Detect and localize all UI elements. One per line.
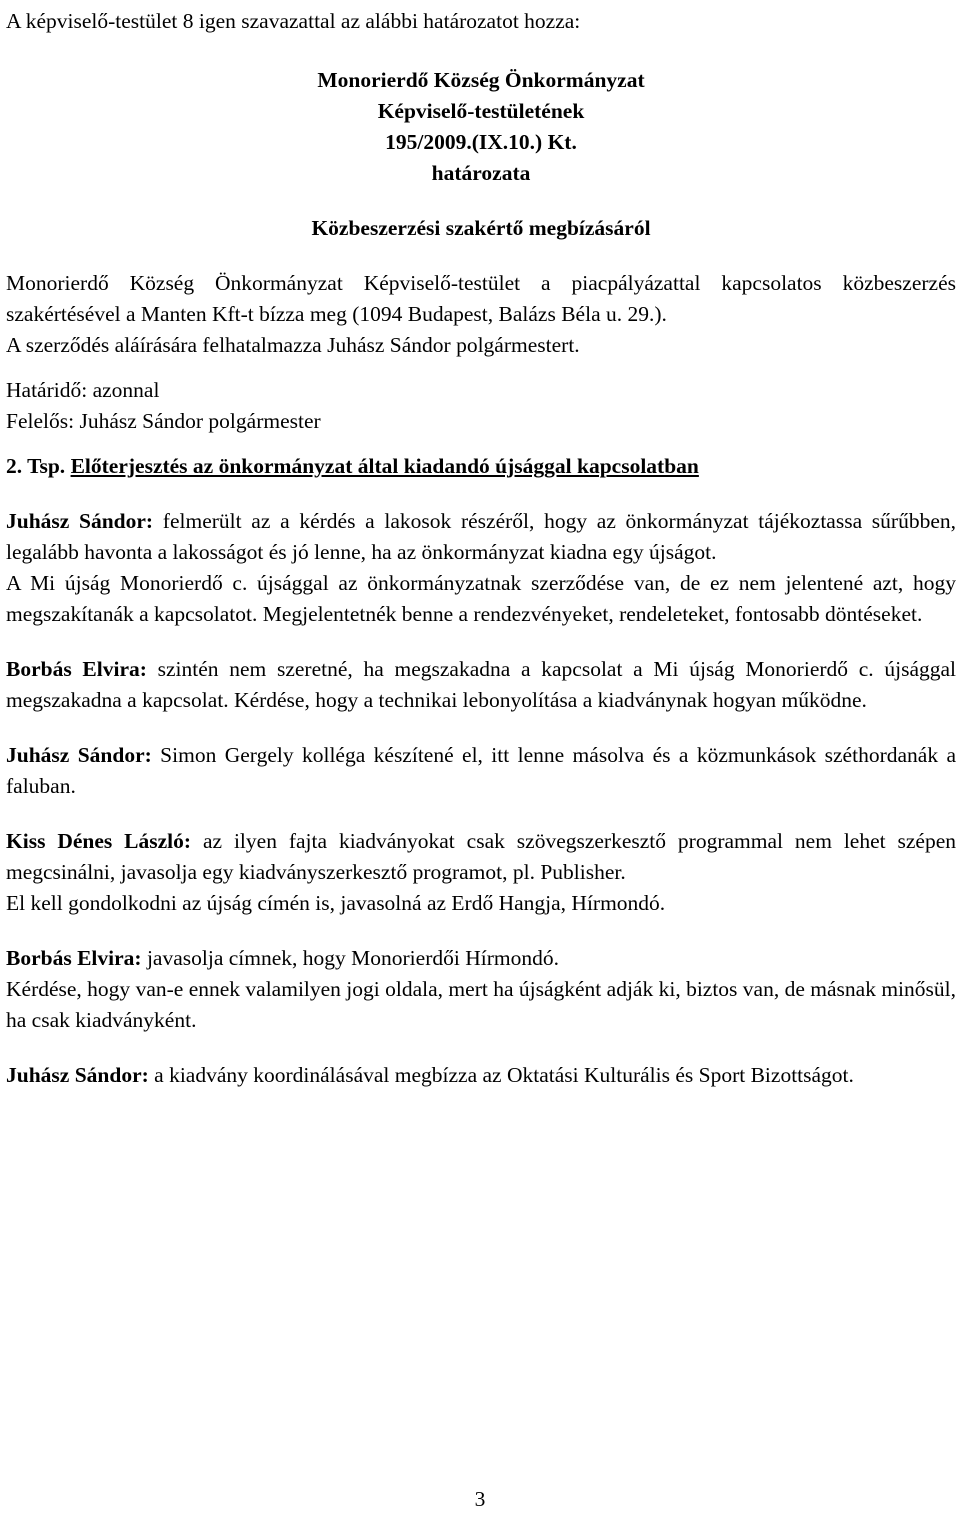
- statement-5: [6, 826, 956, 888]
- speaker-name: Juhász Sándor:: [6, 509, 154, 533]
- statement-3: [6, 654, 956, 716]
- statement-4: [6, 740, 956, 802]
- statement-2: [6, 568, 956, 630]
- resolution-line-4: határozata: [431, 161, 531, 185]
- speaker-name: Borbás Elvira:: [6, 946, 142, 970]
- statement-text: javasolja címnek, hogy Monorierdői Hírmondó.: [141, 946, 559, 970]
- statement-text: az ilyen fajta kiadványokat csak szövegszerkesztő programmal nem lehet szépen megcsinálni, javasolja egy kiadványszerkesztő programot, pl. Publisher.: [6, 829, 957, 884]
- speaker-name: Borbás Elvira:: [6, 657, 147, 681]
- resolution-subject: Közbeszerzési szakértő megbízásáról: [311, 216, 651, 240]
- statement-text: A Mi újság Monorierdő c. újsággal az önkormányzatnak szerződése van, de ez nem jelentené azt, hogy megszakítanák a kapcsolatot. Megjelentetnék benne a rendezvényeket, rendeleteket, fontosabb döntéseket.: [6, 571, 956, 626]
- statement-6: [6, 888, 956, 919]
- speaker-name: Juhász Sándor:: [6, 743, 152, 767]
- deadline-line: Határidő: azonnal: [6, 378, 160, 402]
- statement-8: [6, 974, 956, 1036]
- resolution-body-2: A szerződés aláírására felhatalmazza Juhász Sándor polgármestert.: [6, 333, 580, 357]
- resolution-heading: [6, 65, 956, 189]
- statement-text: a kiadvány koordinálásával megbízza az Oktatási Kulturális és Sport Bizottságot.: [148, 1063, 854, 1087]
- responsible-line: Felelős: Juhász Sándor polgármester: [6, 409, 321, 433]
- agenda-item-title: Előterjesztés az önkormányzat által kiadandó újsággal kapcsolatban: [70, 454, 699, 478]
- statement-text: Simon Gergely kolléga készítené el, itt lenne másolva és a közmunkások széthordanák a faluban.: [6, 743, 956, 798]
- speaker-name: Kiss Dénes László:: [6, 829, 192, 853]
- speaker-name: Juhász Sándor:: [6, 1063, 149, 1087]
- resolution-line-1: Monorierdő Község Önkormányzat: [317, 68, 645, 92]
- statement-1: [6, 506, 956, 568]
- resolution-line-2: Képviselő-testületének: [377, 99, 585, 123]
- statement-text: felmerült az a kérdés a lakosok részéről, hogy az önkormányzat tájékoztassa sűrűbben, legalább havonta a lakosságot és jó lenne, ha az önkormányzat kiadna egy újságot.: [6, 509, 956, 564]
- statement-text: El kell gondolkodni az újság címén is, javasolná az Erdő Hangja, Hírmondó.: [6, 891, 666, 915]
- statement-text: Kérdése, hogy van-e ennek valamilyen jogi oldala, mert ha újságként adják ki, biztos van, de másnak minősül, ha csak kiadványként.: [6, 977, 956, 1032]
- intro-line: A képviselő-testület 8 igen szavazattal az alábbi határozatot hozza:: [6, 9, 581, 33]
- page-number: 3: [474, 1487, 486, 1511]
- resolution-line-3: 195/2009.(IX.10.) Kt.: [385, 130, 577, 154]
- resolution-body-1: Monorierdő Község Önkormányzat Képviselő-testület a piacpályázattal kapcsolatos közbeszerzés szakértésével a Manten Kft-t bízza meg (1094 Budapest, Balázs Béla u. 29.).: [6, 271, 956, 326]
- agenda-item-heading: [6, 451, 956, 482]
- statement-7: [6, 943, 956, 974]
- statement-9: [6, 1060, 956, 1091]
- agenda-item-number: 2. Tsp.: [6, 454, 66, 478]
- statement-text: szintén nem szeretné, ha megszakadna a kapcsolat a Mi újság Monorierdő c. újsággal megszakadna a kapcsolat. Kérdése, hogy a technikai lebonyolítása a kiadványnak hogyan működne.: [6, 657, 957, 712]
- document-page: [6, 6, 956, 1091]
